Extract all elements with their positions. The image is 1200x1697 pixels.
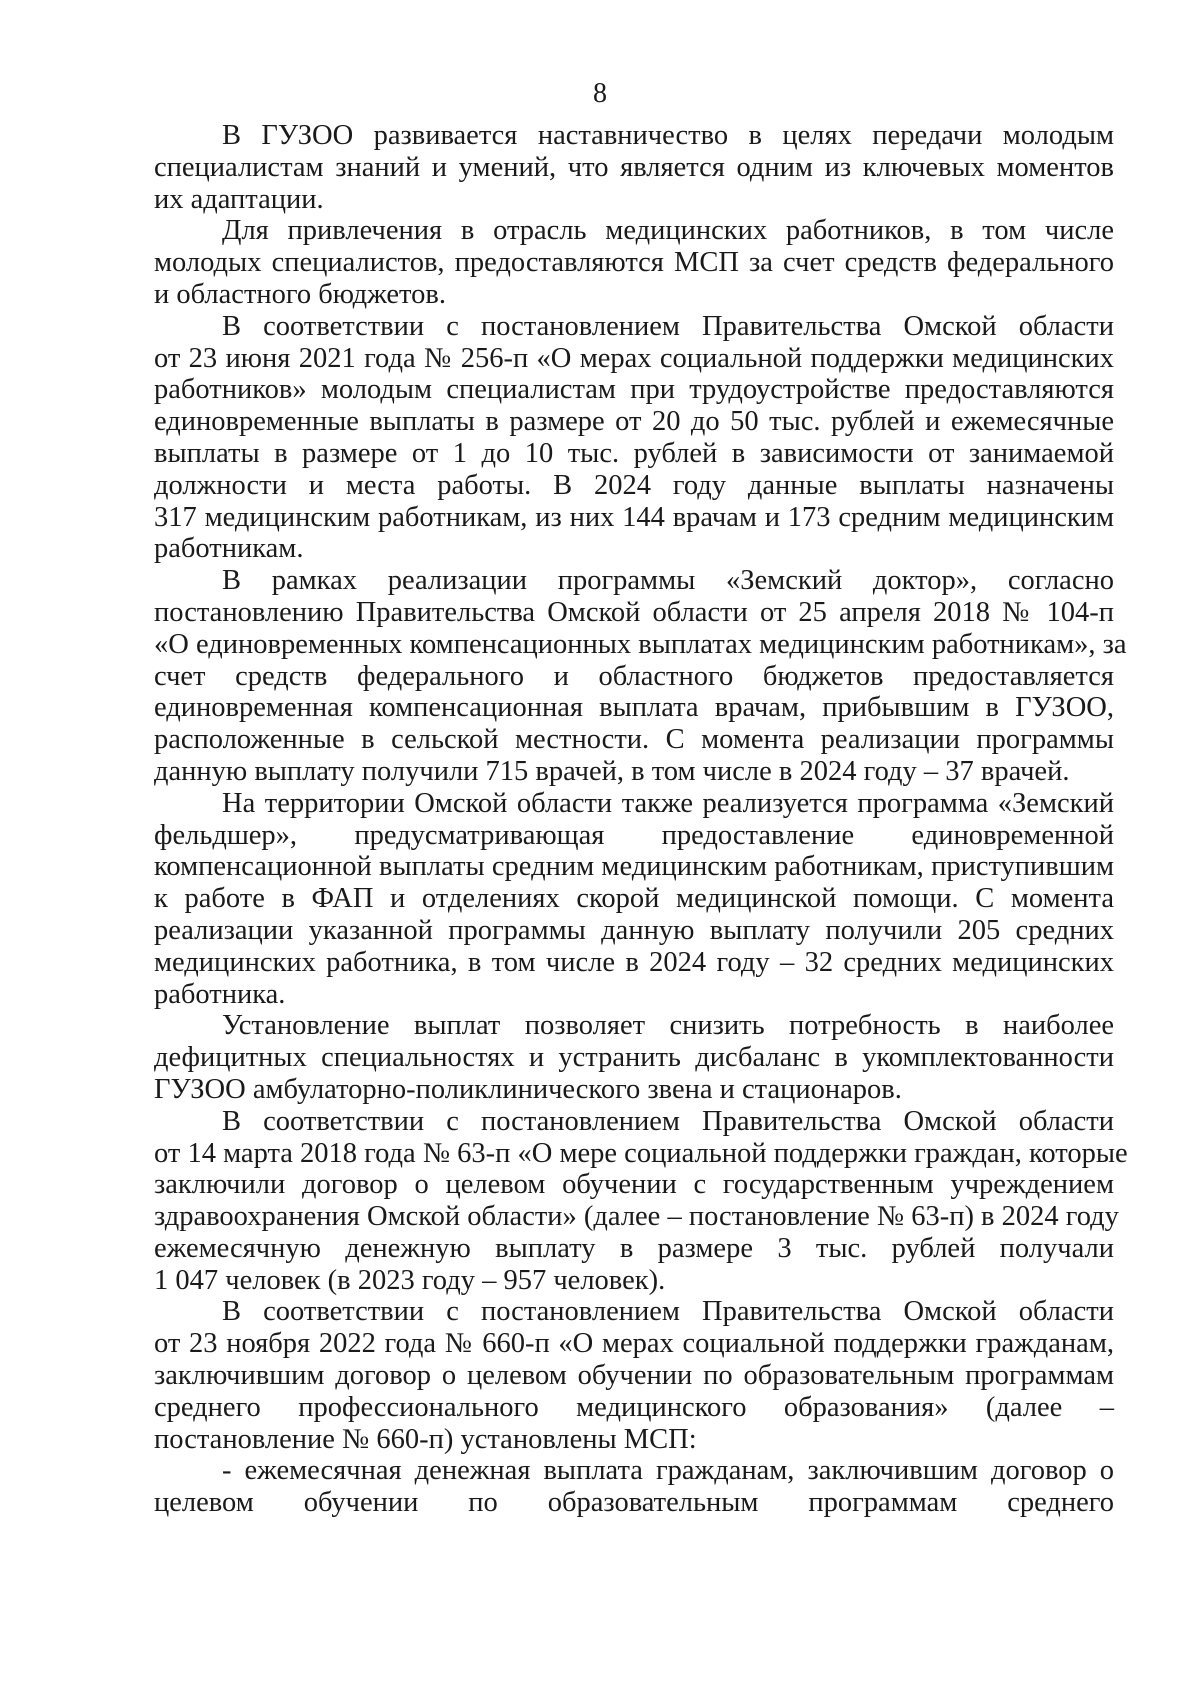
text-line: данную выплату получили 715 врачей, в том числе в 2024 году – 37 врачей. <box>154 755 1070 787</box>
paragraph-p3 <box>154 311 1114 565</box>
text-line: заключили договор о целевом обучении с государственным учреждением <box>154 1169 1114 1201</box>
text-line: от 14 марта 2018 года № 63-п «О мере социальной поддержки граждан, которые <box>154 1137 1128 1169</box>
text-line: ежемесячную денежную выплату в размере 3 тыс. рублей получали <box>154 1232 1114 1264</box>
text-line: от 23 июня 2021 года № 256-п «О мерах социальной поддержки медицинских <box>154 342 1114 374</box>
paragraph-p1 <box>154 120 1114 215</box>
text-line: медицинских работника, в том числе в 2024 году – 32 средних медицинских <box>154 946 1114 978</box>
text-line: единовременные выплаты в размере от 20 до 50 тыс. рублей и ежемесячные <box>154 406 1114 438</box>
text-line: среднего профессионального медицинского образования» (далее – <box>154 1391 1114 1423</box>
text-line: целевом обучении по образовательным программам среднего <box>154 1487 1114 1519</box>
text-line: здравоохранения Омской области» (далее – постановление № 63-п) в 2024 году <box>154 1201 1119 1233</box>
text-line: В ГУЗОО развивается наставничество в целях передачи молодым <box>222 120 1114 151</box>
text-line: реализации указанной программы данную выплату получили 205 средних <box>154 914 1114 946</box>
text-line: 1 047 человек (в 2023 году – 957 человек). <box>154 1264 666 1296</box>
text-line: счет средств федерального и областного бюджетов предоставляется <box>154 660 1114 692</box>
text-line: от 23 ноября 2022 года № 660-п «О мерах социальной поддержки гражданам, <box>154 1328 1114 1360</box>
text-line: фельдшер», предусматривающая предоставление единовременной <box>154 819 1114 851</box>
paragraph-p9 <box>154 1455 1114 1519</box>
text-line: работников» молодым специалистам при трудоустройстве предоставляются <box>154 374 1114 406</box>
document-body <box>154 120 1128 1519</box>
paragraph-p5 <box>154 788 1114 1011</box>
text-line: На территории Омской области также реализуется программа «Земский <box>222 787 1114 819</box>
text-line: работникам. <box>154 533 304 565</box>
text-line: их адаптации. <box>154 183 324 215</box>
paragraph-p4 <box>154 565 1127 788</box>
text-line: В соответствии с постановлением Правительства Омской области <box>222 1296 1114 1328</box>
text-line: Для привлечения в отрасль медицинских работников, в том числе <box>222 215 1114 247</box>
text-line: дефицитных специальностях и устранить дисбаланс в укомплектованности <box>154 1042 1114 1074</box>
text-line: молодых специалистов, предоставляются МСП за счет средств федерального <box>154 247 1114 279</box>
text-line: 317 медицинским работникам, из них 144 врачам и 173 средним медицинским <box>154 501 1114 533</box>
text-line: выплаты в размере от 1 до 10 тыс. рублей в зависимости от занимаемой <box>154 437 1114 469</box>
text-line: постановление № 660-п) установлены МСП: <box>154 1423 697 1455</box>
paragraph-p8 <box>154 1296 1114 1455</box>
text-line: «О единовременных компенсационных выплатах медицинским работникам», за <box>154 628 1127 660</box>
text-line: постановлению Правительства Омской области от 25 апреля 2018 № 104-п <box>154 596 1114 628</box>
text-line: единовременная компенсационная выплата врачам, прибывшим в ГУЗОО, <box>154 692 1114 724</box>
text-line: В соответствии с постановлением Правительства Омской области <box>222 310 1114 342</box>
text-line: В рамках реализации программы «Земский доктор», согласно <box>222 565 1114 597</box>
text-line: специалистам знаний и умений, что является одним из ключевых моментов <box>154 151 1114 183</box>
text-line: должности и места работы. В 2024 году данные выплаты назначены <box>154 469 1114 501</box>
text-line: заключившим договор о целевом обучении по образовательным программам <box>154 1360 1114 1392</box>
text-line: ГУЗОО амбулаторно-поликлинического звена и стационаров. <box>154 1073 902 1105</box>
paragraph-p6 <box>154 1010 1114 1105</box>
paragraph-p7 <box>154 1105 1128 1297</box>
text-line: компенсационной выплаты средним медицинским работникам, приступившим <box>154 851 1114 883</box>
text-line: и областного бюджетов. <box>154 278 446 310</box>
text-line: работника. <box>154 978 286 1010</box>
text-line: - ежемесячная денежная выплата гражданам, заключившим договор о <box>222 1455 1114 1487</box>
text-line: В соответствии с постановлением Правительства Омской области <box>222 1105 1114 1137</box>
page-number: 8 <box>593 78 607 109</box>
paragraph-p2 <box>154 215 1114 310</box>
text-line: к работе в ФАП и отделениях скорой медицинской помощи. С момента <box>154 883 1114 915</box>
text-line: Установление выплат позволяет снизить потребность в наиболее <box>222 1010 1114 1042</box>
text-line: расположенные в сельской местности. С момента реализации программы <box>154 724 1114 756</box>
